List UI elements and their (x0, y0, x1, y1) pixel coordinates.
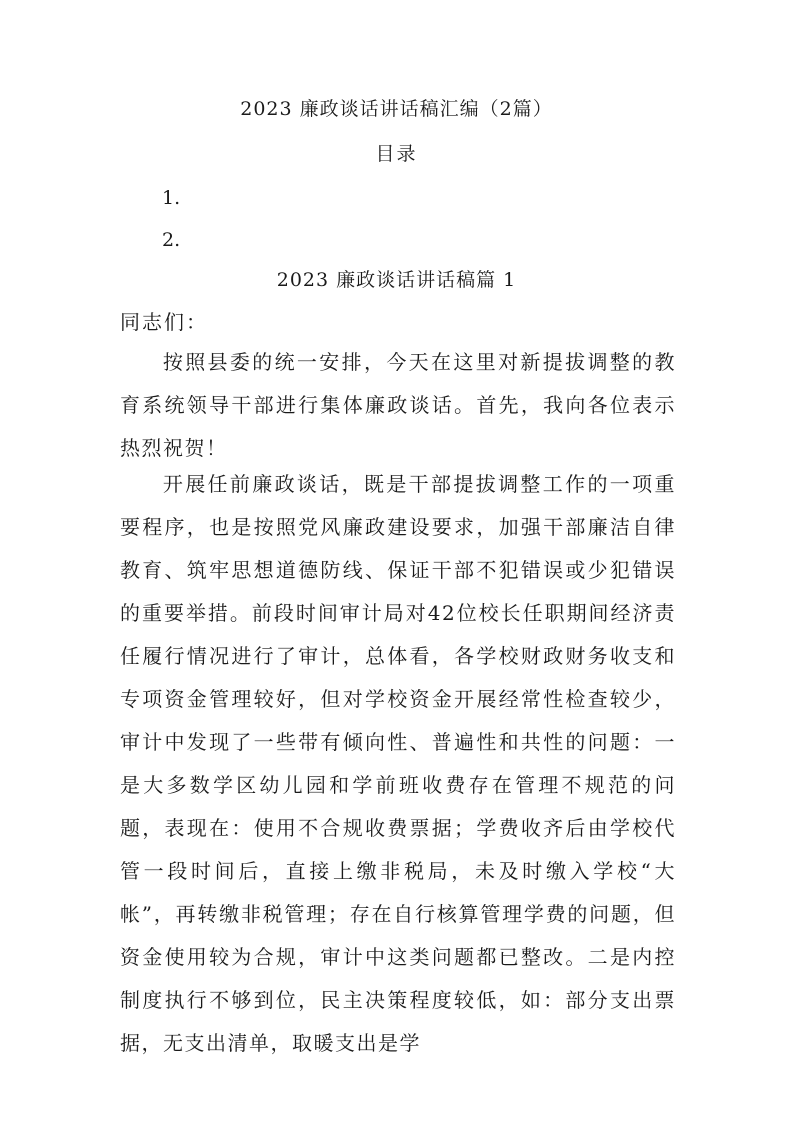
body-paragraph-1 (120, 341, 676, 470)
section-title: 2023 廉政谈话讲话稿篇 1 (276, 269, 517, 291)
paragraph-2-text: 开展任前廉政谈话，既是干部提拔调整工作的一项重要程序，也是按照党风廉政建设要求，加强干部廉洁自律教育、筑牢思想道德防线、保证干部不犯错误或少犯错误的重要举措。前段时间审计局对42位校长任职期间经济责任履行情况进行了审计，总体看，各学校财政财务收支和专项资金管理较好，但对学校资金开展经常性检查较少，审计中发现了一些带有倾向性、普遍性和共性的问题：一是大多数学区幼儿园和学前班收费存在管理不规范的问题，表现在：使用不合规收费票据；学费收齐后由学校代管一段时间后，直接上缴非税局，未及时缴入学校“大帐”，再转缴非税管理；存在自行核算管理学费的问题，但资金使用较为合规，审计中这类问题都已整改。二是内控制度执行不够到位，民主决策程度较低，如：部分支出票据，无支出清单，取暖支出是学 (120, 472, 676, 1055)
body-paragraph-2 (120, 463, 676, 1065)
toc-item-2[interactable]: 2. (162, 229, 181, 251)
paragraph-1-text: 按照县委的统一安排，今天在这里对新提拔调整的教育系统领导干部进行集体廉政谈话。首先，我向各位表示热烈祝贺！ (120, 350, 676, 460)
toc-item-1[interactable]: 1. (162, 187, 181, 209)
toc-heading: 目录 (375, 143, 418, 165)
salutation: 同志们： (120, 310, 208, 334)
document-title: 2023 廉政谈话讲话稿汇编（2篇） (240, 98, 553, 120)
